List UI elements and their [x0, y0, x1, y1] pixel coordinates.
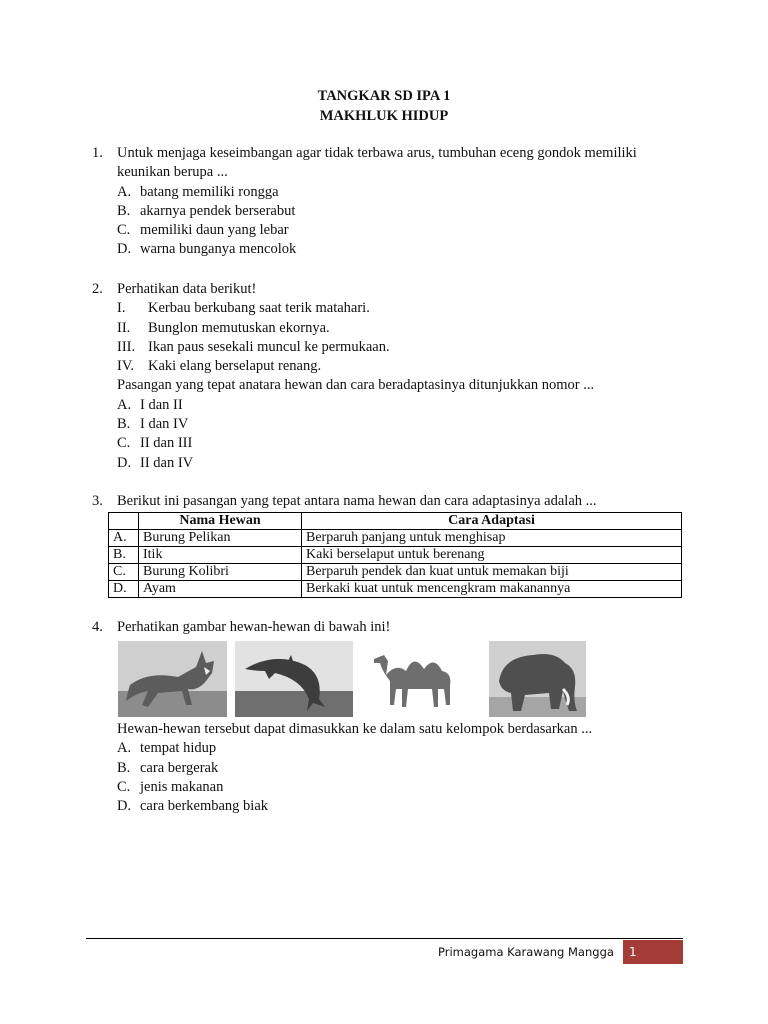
table-cell: Berparuh pendek dan kuat untuk memakan biji — [302, 564, 682, 581]
option-d: D. warna bunganya mencolok — [117, 241, 297, 258]
table-cell: Berparuh panjang untuk menghisap — [302, 530, 682, 547]
table-cell: A. — [109, 530, 139, 547]
data-item-1: I. Kerbau berkubang saat terik matahari. — [117, 300, 370, 317]
data-item-4: IV. Kaki elang berselaput renang. — [117, 358, 322, 375]
table-cell: Burung Kolibri — [139, 564, 302, 581]
elephant-photo — [489, 641, 586, 717]
question-4-continued — [92, 720, 692, 816]
question-1 — [92, 144, 692, 260]
question-number: 2. — [92, 281, 103, 297]
option-c: C. jenis makanan — [117, 778, 224, 795]
option-b: B. akarnya pendek berserabut — [117, 202, 296, 219]
option-d: D. II dan IV — [117, 454, 194, 471]
option-c: C. memiliki daun yang lebar — [117, 222, 289, 239]
option-a: A. tempat hidup — [117, 740, 217, 757]
question-number: 1. — [92, 145, 103, 161]
question-text: Pasangan yang tepat anatara hewan dan cara beradaptasinya ditunjukkan nomor ... — [117, 377, 595, 394]
option-a: A. I dan II — [117, 396, 183, 413]
data-item-2: II. Bunglon memutuskan ekornya. — [117, 319, 330, 336]
fox-photo — [118, 641, 227, 717]
option-c: C. II dan III — [117, 435, 193, 452]
table-row — [109, 581, 682, 598]
question-2 — [92, 280, 692, 473]
question-text: Perhatikan gambar hewan-hewan di bawah ini! — [117, 619, 391, 635]
table-cell: C. — [109, 564, 139, 581]
data-item-3: III. Ikan paus sesekali muncul ke permukaan. — [117, 338, 390, 355]
question-text: Berikut ini pasangan yang tepat antara nama hewan dan cara adaptasinya adalah ... — [117, 493, 597, 509]
document-subtitle: MAKHLUK HIDUP — [319, 108, 449, 124]
table-header-row — [109, 513, 682, 530]
page-number: 1 — [629, 945, 637, 959]
question-text: Untuk menjaga keseimbangan agar tidak terbawa arus, tumbuhan eceng gondok memiliki — [117, 145, 637, 161]
footer-divider — [86, 938, 683, 939]
question-4 — [92, 618, 692, 637]
table-cell: Burung Pelikan — [139, 530, 302, 547]
question-text: Perhatikan data berikut! — [117, 281, 257, 297]
table-cell: Itik — [139, 547, 302, 564]
table-cell: B. — [109, 547, 139, 564]
table-row — [109, 547, 682, 564]
table-header-cell — [109, 513, 139, 530]
page-number-badge — [623, 940, 683, 964]
table-row — [109, 530, 682, 547]
question-number: 4. — [92, 619, 103, 635]
option-b: B. cara bergerak — [117, 759, 219, 776]
table-cell: Kaki berselaput untuk berenang — [302, 547, 682, 564]
option-d: D. cara berkembang biak — [117, 798, 269, 815]
question-number: 3. — [92, 493, 103, 509]
option-b: B. I dan IV — [117, 416, 189, 433]
footer-label: Primagama Karawang Mangga — [438, 945, 614, 959]
dolphin-photo — [235, 641, 353, 717]
option-a: A. batang memiliki rongga — [117, 183, 279, 200]
question-3 — [92, 492, 692, 511]
table-cell: Berkaki kuat untuk mencengkram makanannya — [302, 581, 682, 598]
adaptation-table — [108, 512, 682, 598]
table-row — [109, 564, 682, 581]
camel-photo — [366, 641, 475, 717]
document-title: TANGKAR SD IPA 1 — [317, 88, 451, 104]
table-cell: D. — [109, 581, 139, 598]
question-text: Hewan-hewan tersebut dapat dimasukkan ke dalam satu kelompok berdasarkan ... — [117, 721, 593, 737]
question-text: keunikan berupa ... — [117, 164, 228, 181]
table-cell: Ayam — [139, 581, 302, 598]
table-header-cell: Nama Hewan — [139, 513, 302, 530]
table-header-cell: Cara Adaptasi — [302, 513, 682, 530]
